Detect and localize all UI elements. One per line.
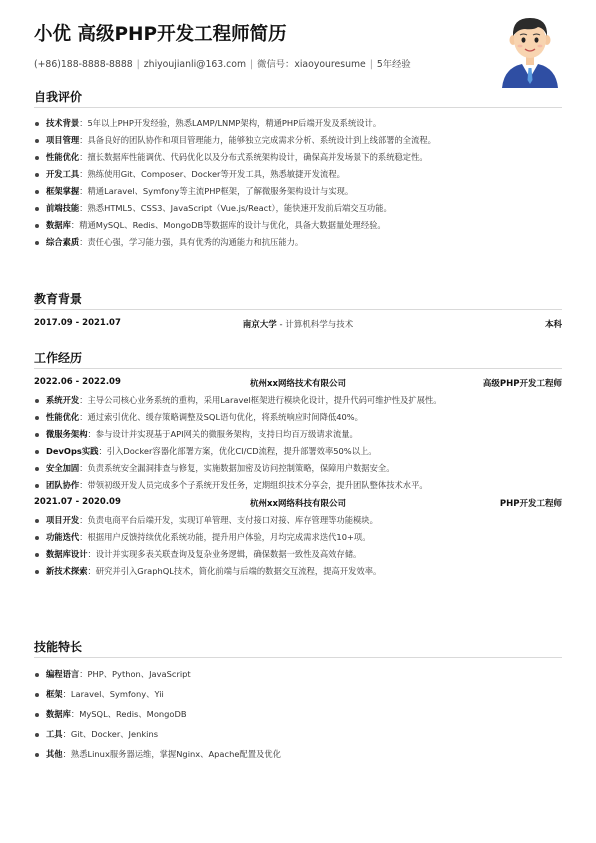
separator: | [250,59,254,70]
company-name: 杭州xx网络科技有限公司 [250,499,346,509]
list-item: 框架：Laravel、Symfony、Yii [34,689,562,700]
education-period: 2017.09 - 2021.07 [34,318,121,328]
skills-section [34,638,562,769]
list-item: 新技术探索：研究并引入GraphQL技术，简化前端与后端的数据交互流程，提高开发效率。 [34,566,562,577]
list-item: 项目管理：具备良好的团队协作和项目管理能力，能够独立完成需求分析、系统设计到上线部署的全流程。 [34,135,562,146]
list-item: 工具：Git、Docker、Jenkins [34,729,562,740]
separator: | [369,59,373,70]
job-duties-list [34,395,562,491]
email: zhiyoujianli@163.com [143,59,247,70]
list-item: 综合素质：责任心强，学习能力强，具有优秀的沟通能力和抗压能力。 [34,237,562,248]
section-divider [34,368,562,369]
job-duties-list [34,515,562,577]
job-header [34,497,562,510]
list-item: 微服务架构：参与设计并实现基于API网关的微服务架构，支持日均百万级请求流量。 [34,429,562,440]
resume-title: 高级PHP开发工程师简历 [77,24,287,45]
list-item: 团队协作：带领初级开发人员完成多个子系统开发任务，定期组织技术分享会，提升团队整体技术水平。 [34,480,562,491]
education-section [34,290,562,336]
resume-heading [34,20,287,46]
list-item: 性能优化：通过索引优化、缓存策略调整及SQL语句优化，将系统响应时间降低40%。 [34,412,562,423]
contact-line [34,56,411,70]
resume-header [34,0,562,88]
section-title: 技能特长 [34,640,83,654]
section-title: 自我评价 [34,90,83,104]
list-item: 数据库：精通MySQL、Redis、MongoDB等数据库的设计与优化，具备大数据量处理经验。 [34,220,562,231]
phone: (+86)188-8888-8888 [34,59,133,70]
separator: | [136,59,140,70]
list-item: 框架掌握：精通Laravel、Symfony等主流PHP框架，了解微服务架构设计与实现。 [34,186,562,197]
job-header [34,377,562,390]
degree: 本科 [544,320,562,330]
list-item: 功能迭代：根据用户反馈持续优化系统功能，提升用户体验，月均完成需求迭代10+项。 [34,532,562,543]
experience-years: 5年经验 [376,59,411,70]
list-item: 技术背景：5年以上PHP开发经验，熟悉LAMP/LNMP架构，精通PHP后端开发及系统设计。 [34,118,562,129]
list-item: 性能优化：擅长数据库性能调优、代码优化以及分布式系统架构设计，确保高并发场景下的系统稳定性。 [34,152,562,163]
job-period: 2021.07 - 2020.09 [34,497,121,507]
section-title: 教育背景 [34,292,83,306]
candidate-name: 小优 [34,24,72,45]
wechat: 微信号：xiaoyouresume [257,59,366,70]
list-item: 系统开发：主导公司核心业务系统的重构，采用Laravel框架进行模块化设计，提升代码可维护性及扩展性。 [34,395,562,406]
school-name: 南京大学 [242,320,277,330]
job-position: 高级PHP开发工程师 [482,379,562,389]
job-period: 2022.06 - 2022.09 [34,377,121,387]
evaluation-list [34,118,562,248]
list-item: DevOps实践：引入Docker容器化部署方案，优化CI/CD流程，提升部署效率50%以上。 [34,446,562,457]
skills-list [34,669,562,760]
major: - 计算机科学与技术 [276,320,354,330]
list-item: 数据库：MySQL、Redis、MongoDB [34,709,562,720]
list-item: 开发工具：熟练使用Git、Composer、Docker等开发工具，熟悉敏捷开发流程。 [34,169,562,180]
company-name: 杭州xx网络技术有限公司 [250,379,346,389]
work-experience-section [34,349,562,583]
list-item: 前端技能：熟悉HTML5、CSS3、JavaScript（Vue.js/React），能快速开发前后端交互功能。 [34,203,562,214]
list-item: 数据库设计：设计并实现多表关联查询及复杂业务逻辑，确保数据一致性及高效存储。 [34,549,562,560]
section-divider [34,107,562,108]
education-row [34,318,562,331]
avatar [500,10,560,88]
list-item: 项目开发：负责电商平台后端开发，实现订单管理、支付接口对接、库存管理等功能模块。 [34,515,562,526]
section-divider [34,657,562,658]
list-item: 安全加固：负责系统安全漏洞排查与修复，实施数据加密及访问控制策略，保障用户数据安全。 [34,463,562,474]
section-title: 工作经历 [34,351,83,365]
self-evaluation-section [34,88,562,254]
job-position: PHP开发工程师 [499,499,562,509]
list-item: 其他：熟悉Linux服务器运维，掌握Nginx、Apache配置及优化 [34,749,562,760]
list-item: 编程语言：PHP、Python、JavaScript [34,669,562,680]
section-divider [34,309,562,310]
